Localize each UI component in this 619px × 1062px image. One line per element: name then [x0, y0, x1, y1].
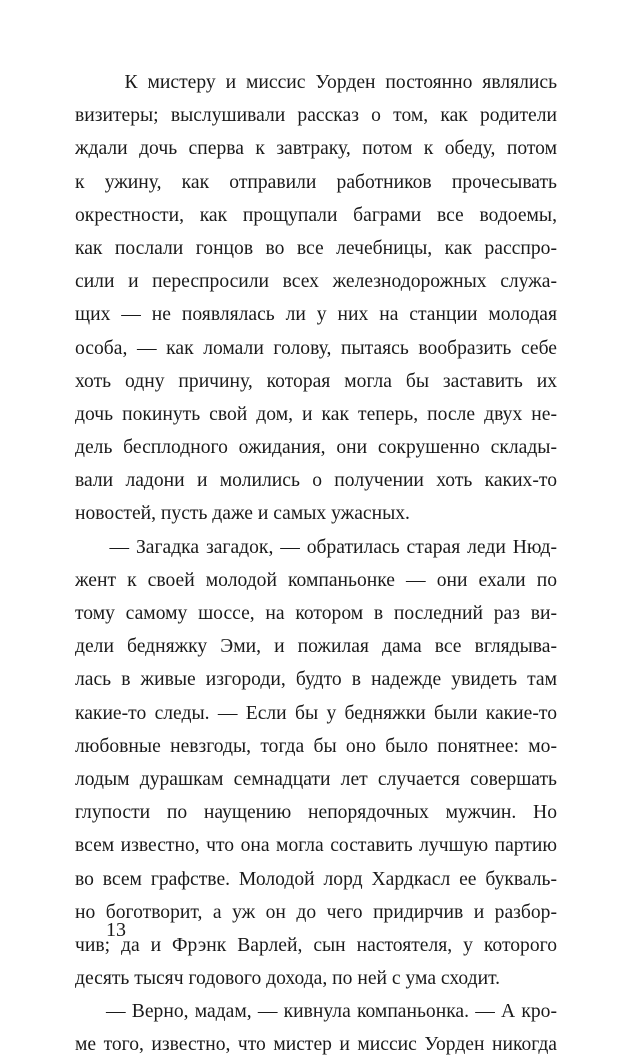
- text-line: тому самому шоссе, на котором в последний раз ви-: [75, 603, 557, 624]
- text-line: хоть одну причину, которая могла бы заставить их: [75, 370, 557, 392]
- text-line: вали ладони и молились о получении хоть каких-то: [75, 470, 557, 492]
- text-line: как послали гонцов во все лечебницы, как расспро-: [75, 237, 557, 259]
- text-line: сили и переспросили всех железнодорожных служа-: [75, 271, 557, 293]
- text-line: дели бедняжку Эми, и пожилая дама все вглядыва-: [75, 636, 557, 658]
- text-line: — Верно, мадам, — кивнула компаньонка. — А кро-: [75, 1001, 557, 1023]
- text-line: чив; да и Фрэнк Варлей, сын настоятеля, у которого: [75, 934, 557, 956]
- text-line: щих — не появлялась ли у них на станции молодая: [75, 304, 557, 326]
- text-line: но боготворит, а уж он до чего придирчив и разбор-: [75, 901, 557, 923]
- text-line: десять тысяч годового дохода, по ней с ума сходит.: [75, 968, 501, 990]
- text-line: к ужину, как отправили работников прочесывать: [75, 171, 557, 193]
- text-line: лась в живые изгороди, будто в надежде увидеть там: [75, 669, 557, 691]
- text-line: жент к своей молодой компаньонке — они ехали по: [75, 569, 557, 591]
- page-number: 13: [106, 919, 126, 941]
- text-line: визитеры; выслушивали рассказ о том, как родители: [75, 105, 557, 127]
- text-line: дочь покинуть свой дом, и как теперь, после двух не-: [75, 403, 557, 425]
- text-line: ме того, известно, что мистер и миссис Уорден никогда: [75, 1034, 557, 1056]
- text-line: лодым дурашкам семнадцати лет случается совершать: [75, 768, 557, 790]
- text-line: новостей, пусть даже и самых ужасных.: [75, 503, 410, 525]
- text-line: особа, — как ломали голову, пытаясь вообразить себе: [75, 337, 557, 359]
- text-line: К мистеру и миссис Уорден постоянно являлись: [75, 72, 557, 93]
- text-line: — Загадка загадок, — обратилась старая леди Нюд-: [75, 536, 557, 558]
- text-line: во всем графстве. Молодой лорд Хардкасл ее букваль-: [75, 868, 557, 890]
- text-line: окрестности, как прощупали баграми все водоемы,: [75, 204, 557, 226]
- text-line: любовные невзгоды, тогда бы оно было понятнее: мо-: [75, 735, 557, 757]
- text-line: глупости по наущению непорядочных мужчин. Но: [75, 802, 557, 824]
- text-line: ждали дочь сперва к завтраку, потом к обеду, потом: [75, 138, 557, 160]
- text-line: какие-то следы. — Если бы у бедняжки были какие-то: [75, 702, 557, 724]
- body-text: [75, 66, 557, 1062]
- text-line: дель бесплодного ожидания, они сокрушенно склады-: [75, 437, 557, 459]
- text-line: всем известно, что она могла составить лучшую партию: [75, 835, 557, 857]
